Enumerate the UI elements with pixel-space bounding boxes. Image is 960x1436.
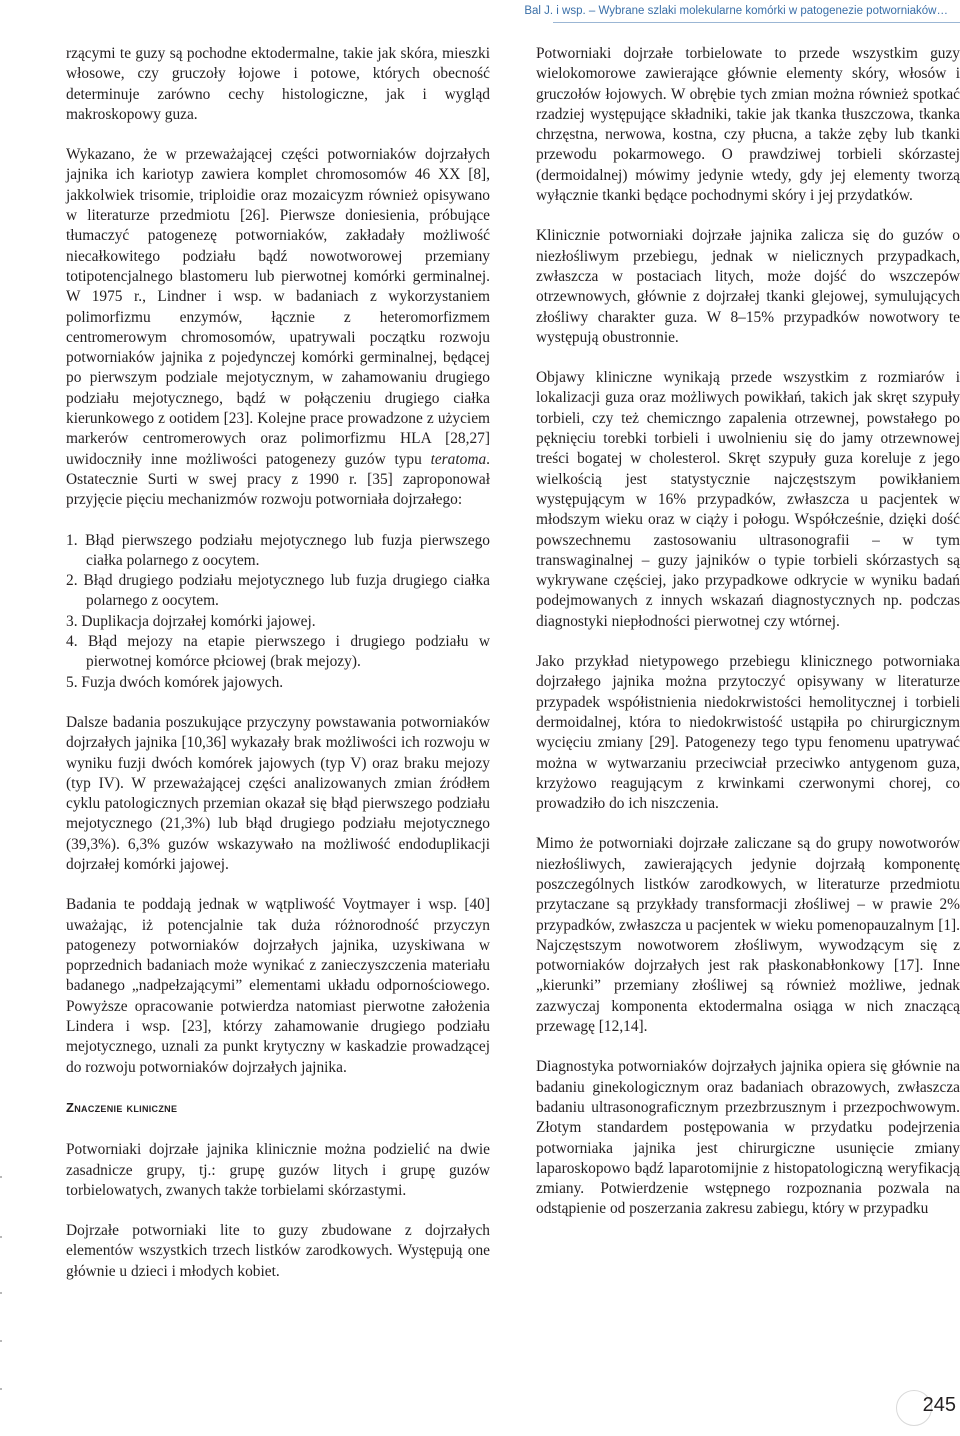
list-item: 3. Duplikacja dojrzałej komórki jajowej. xyxy=(66,612,316,630)
paragraph: Diagnostyka potworniaków dojrzałych jajnika opiera się głównie na badaniu ginekologicznym oraz badaniach obrazowych, zwłaszcza badaniu ultrasonograficznym przezbrzusznym i przezpochwowym. Złotym standardem postępowania w przydatku podejrzenia potworniaka jajnika jest chirurgiczne usunięcie zmiany laparoskopowo bądź laparotomijnie z histopatologiczną weryfikacją zmiany. Potwierdzenie wstępnego rozpoznania pozwala na odstąpienie od poszerzania zakresu zabiegu, który w przypadku xyxy=(536,1058,960,1218)
italic-term: teratoma xyxy=(430,450,487,468)
section-heading: Znaczenie kliniczne xyxy=(66,1099,178,1115)
paragraph: Wykazano, że w przeważającej części potworniaków dojrzałych jajnika ich kariotyp zawiera komplet chromosomów 46 XX [8], jakkolwiek trisomie, triploidie oraz mozaicyzm również opisywano w literaturze przedmiotu [26]. Pierwsze doniesienia, próbujące tłumaczyć patogenezę potworniaków, zakładały możliwość niecałkowitego podziału bądź nowotworowej przemiany totipotencjalnego blastomeru lub pierwotnej komórki germinalnej. W 1975 r., Lindner i wsp. w badaniach z wykorzystaniem polimorfizmu enzymów, łącznie z heteromorfizmem centromerowym chromosomów, upatrywali początku rozwoju potworniaków jajnika z pojedynczej komórki germinalnej, będącej po pierwszym podziale mejotycznym, w zahamowaniu drugiego podziału mejotycznego, bądź w połączeniu drugiego ciałka kierunkowego z ootidem [23]. Kolejne prace prowadzone z użyciem markerów centromerowych oraz polimorfizmu HLA [28,27] uwidoczniły inne możliwości patogenezy guzów typu teratoma. Ostatecznie Surti w swej pracy z 1990 r. [35] zaproponował przyjęcie pięciu mechanizmów rozwoju potworniała dojrzałego: xyxy=(66,146,490,509)
running-header: Bal J. i wsp. – Wybrane szlaki molekularne komórki w patogenezie potworniaków… xyxy=(524,5,948,17)
page-number: 245 xyxy=(922,1394,956,1416)
paragraph: Badania te poddają jednak w wątpliwość Voytmayer i wsp. [40] uważając, iż potencjalnie tak duża różnorodność przyczyn patogenezy potworniaków dojrzałych jajnika, uzyskiwana w poprzednich badaniach może wynikać z zanieczyszczenia materiału badanego „nadpełzającymi” elementami układu odpornościowego. Powyższe opracowanie potwierdza natomiast pierwotne założenia Lindera i wsp. [23], którzy zahamowanie drugiego podziału mejotycznego, uznali za punkt krytyczny w kaskadzie prowadzącej do rozwoju potworniaków dojrzałych jajnika. xyxy=(66,896,490,1076)
list-item: 1. Błąd pierwszego podziału mejotycznego lub fuzja pierwszego ciałka polarnego z oocytem. xyxy=(66,531,490,569)
paragraph: rzącymi te guzy są pochodne ektodermalne, takie jak skóra, mieszki włosowe, czy gruczoły łojowe i potowe, których obecność determinuje zarówno cechy histologiczne, jak i wygląd makroskopowy guza. xyxy=(66,45,490,123)
paragraph: Objawy kliniczne wynikają przede wszystkim z rozmiarów i lokalizacji guza oraz możliwych powikłań, takich jak skręt szypuły torbieli, czy też chemiczngo zapalenia otrzewnej, powstałego po pęknięciu torebki torbieli i uwolnieniu się do jamy otrzewnowej treści bogatej w cholesterol. Skręt szypuły guza koreluje z jego wielkością jest statystycznie najczęstszym powikłaniem występującym w 16% przypadków, zwłaszcza u pacjentek w młodszym wieku oraz w ciąży i połogu. Współcześnie, dzięki dość powszechnemu zastosowaniu ultrasonografii – w tym transwaginalnej – guzy jajników o typie torbieli skórzastych są wykrywane częściej, jako przypadkowe odkrycie w wyniku badań podejmowanych z innych wskazań diagnostycznych np. podczas diagnostyki niepłodności pierwotnej czy wtórnej. xyxy=(536,369,960,630)
right-column xyxy=(536,44,960,1220)
mechanism-list xyxy=(66,531,490,693)
paragraph: Mimo że potworniaki dojrzałe zaliczane są do grupy nowotworów niezłośliwych, zawierających jedynie dojrzałą komponentę poszczególnych listków zarodkowych, w literaturze przedmiotu przytaczane są przykłady transformacji złośliwej – w prawie 2% przypadków, zwłaszcza u pacjentek w wieku pomenopauzalnym [1]. Najczęstszym nowotworem złośliwym, wywodzącym się z potworniaków dojrzałych jest rak płaskonabłonkowy [17]. Inne „kierunki” przemiany złośliwej są również możliwe, jednak zazwyczaj komponenta ektodermalna osiąga w nich znaczącą przewagę [12,14]. xyxy=(536,835,960,1036)
paragraph: Dalsze badania poszukujące przyczyny powstawania potworniaków dojrzałych jajnika [10,36] wykazały brak możliwości ich rozwoju w wyniku fuzji dwóch komórek jajowych (typ V) oraz braku mejozy (typ IV). W przeważającej części analizowanych zmian źródłem cyklu patologicznych przemian okazał się błąd pierwszego podziału mejotycznego (21,3%) lub błąd drugiego podziału mejotycznego (39,3%). 6,3% guzów wskazywało na możliwość endoduplikacji dojrzałej komórki jajowej. xyxy=(66,713,490,873)
list-item: 5. Fuzja dwóch komórek jajowych. xyxy=(66,673,284,691)
paragraph: Jako przykład nietypowego przebiegu klinicznego potworniaka dojrzałego jajnika można przytoczyć opisywany w literaturze przypadek współistnienia niedokrwistości hemolitycznej i torbieli dermoidalnej, która to niedokrwistość ustąpiła po chirurgicznym wycięciu zmiany [29]. Patogenezy tego typu fenomenu upatrywać można w wytwarzaniu przeciwciał przeciwko antygenom guza, krzyżowo reagującym z krwinkami czerwonymi chorej, co prowadziło do ich niszczenia. xyxy=(536,653,960,813)
left-column xyxy=(66,44,490,1282)
paragraph: Potworniaki dojrzałe torbielowate to przede wszystkim guzy wielokomorowe zawierające głównie elementy skóry, włosów i gruczołów łojowych. W obrębie tych zmian można również spotkać rzadziej występujące składniki, takie jak tkanka tłuszczowa, tkanka chrzęstna, nerwowa, kostna, czy płucna, a także zęby lub tkanki przewodu pokarmowego. O prawdziwej torbieli skórzastej (dermoidalnej) mówimy jedynie wtedy, gdy jej elementy tworzą wyłącznie tkanki będące pochodnymi skóry i jej przydatków. xyxy=(536,45,960,205)
list-item: 2. Błąd drugiego podziału mejotycznego lub fuzja drugiego ciałka polarnego z oocytem. xyxy=(66,572,490,610)
paragraph: Dojrzałe potworniaki lite to guzy zbudowane z dojrzałych elementów wszystkich trzech listków zarodkowych. Występują one głównie u dzieci i młodych kobiet. xyxy=(66,1222,490,1280)
scan-edge-marks xyxy=(0,0,4,1436)
paragraph: Klinicznie potworniaki dojrzałe jajnika zalicza się do guzów o niezłośliwym przebiegu, jednak w nielicznych przypadkach, zwłaszcza w postaciach litych, może dojść do wszczepów otrzewnowych, głównie z dojrzałej tkanki glejowej, symulujących złośliwy charakter guza. W 8–15% przypadków nowotwory te występują obustronnie. xyxy=(536,227,960,346)
paragraph: Potworniaki dojrzałe jajnika klinicznie można podzielić na dwie zasadnicze grupy, tj.: grupę guzów litych i grupę guzów torbielowatych, zwanych także torbielami skórzastymi. xyxy=(66,1141,490,1199)
list-item: 4. Błąd mejozy na etapie pierwszego i drugiego podziału w pierwotnej komórce płciowej (brak mejozy). xyxy=(66,633,490,671)
